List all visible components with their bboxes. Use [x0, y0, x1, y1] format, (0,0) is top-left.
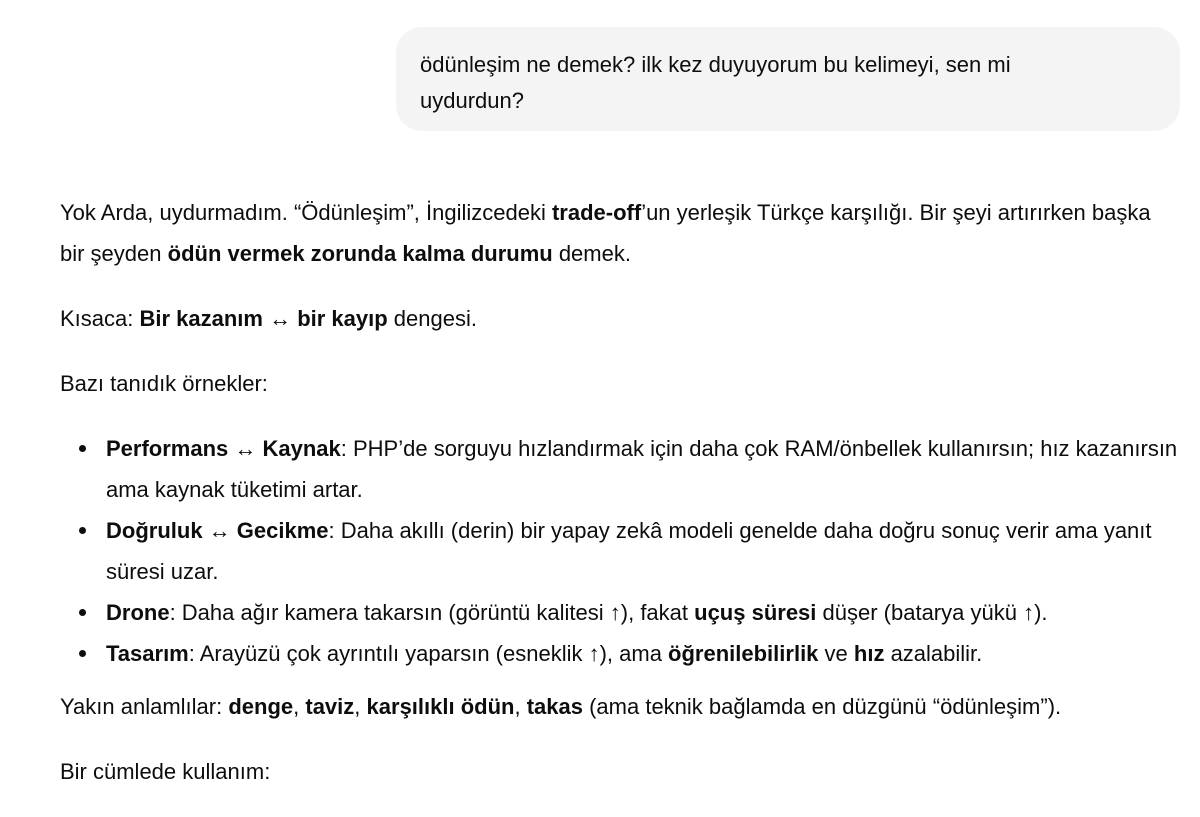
bold-term: karşılıklı ödün [366, 694, 515, 719]
bold-term: taviz [305, 694, 355, 719]
bold-term: Drone [106, 600, 170, 625]
bold-term: ödün vermek zorunda kalma durumu [167, 241, 553, 266]
text-segment: : Daha akıllı (derin) bir yapay zekâ modeli genelde daha doğru sonuç verir ama yanıt süresi uzar. [106, 518, 1152, 584]
text-segment: : Daha ağır kamera takarsın (görüntü kalitesi ↑), fakat [169, 600, 695, 625]
separator: , [293, 694, 306, 719]
bold-term: Tasarım [106, 641, 189, 666]
text-segment: düşer (batarya yükü ↑). [816, 600, 1048, 625]
assistant-paragraph-examples-intro: Bazı tanıdık örnekler: [60, 371, 268, 396]
assistant-paragraph-usage-intro: Bir cümlede kullanım: [60, 759, 271, 784]
user-message-bubble [396, 27, 1180, 131]
list-item [106, 592, 1180, 633]
bold-term: takas [526, 694, 583, 719]
assistant-paragraph-synonyms [60, 686, 1180, 727]
text-segment: : PHP’de sorguyu hızlandırmak için daha çok RAM/önbellek kullanırsın; hız kazanırsın ama kaynak tüketimi artar. [106, 436, 1178, 502]
examples-list [60, 428, 1180, 674]
user-message-line-1: ödünleşim ne demek? ilk kez duyuyorum bu kelimeyi, sen mi [420, 52, 1011, 77]
user-message-line-2: uydurdun? [420, 88, 524, 113]
list-item [106, 633, 1180, 674]
bold-term: uçuş süresi [694, 600, 817, 625]
assistant-paragraph-summary [60, 298, 1180, 339]
text-segment: azalabilir. [884, 641, 983, 666]
bold-term: öğrenilebilirlik [668, 641, 819, 666]
text-segment: Yakın anlamlılar: [60, 694, 229, 719]
bold-term: trade-off [551, 200, 642, 225]
list-item [106, 510, 1180, 592]
text-segment: Yok Arda, uydurmadım. “Ödünleşim”, İngilizcedeki [60, 200, 552, 225]
list-item [106, 428, 1180, 510]
bold-term: Bir kazanım ↔ bir kayıp [139, 306, 388, 331]
separator: , [514, 694, 527, 719]
assistant-paragraph-definition [60, 192, 1180, 274]
bold-term: Doğruluk ↔ Gecikme [106, 518, 329, 543]
separator: , [354, 694, 367, 719]
text-segment: : Arayüzü çok ayrıntılı yaparsın (esneklik ↑), ama [188, 641, 669, 666]
text-segment: dengesi. [387, 306, 477, 331]
text-segment: Kısaca: [60, 306, 140, 331]
bold-term: denge [228, 694, 294, 719]
text-segment: ’un yerleşik Türkçe karşılığı. Bir şeyi artırırken başka bir şeyden [60, 200, 1151, 266]
bold-term: Performans ↔ Kaynak [106, 436, 341, 461]
bold-term: hız [853, 641, 885, 666]
assistant-message [60, 192, 1180, 792]
text-segment: demek. [552, 241, 631, 266]
text-segment: (ama teknik bağlamda en düzgünü “ödünleşim”). [582, 694, 1062, 719]
text-segment: ve [818, 641, 854, 666]
